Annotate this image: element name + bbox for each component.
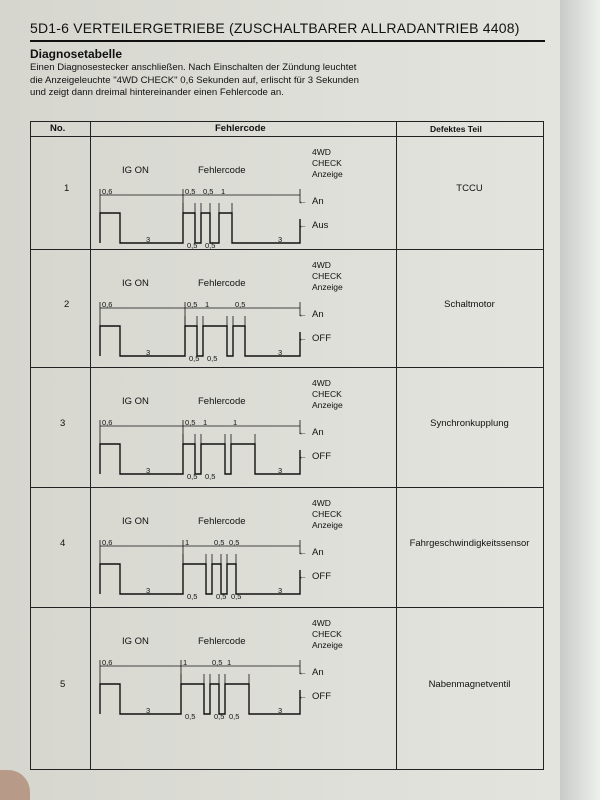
signal-timing-diagram bbox=[95, 286, 325, 396]
indicator-line-3: Anzeige bbox=[312, 400, 343, 410]
indicator-line-3: Anzeige bbox=[312, 640, 343, 650]
indicator-line-2: CHECK bbox=[312, 629, 342, 639]
pulse-on-time: 0,5 bbox=[229, 538, 240, 547]
ig-on-label: IG ON bbox=[122, 636, 149, 647]
signal-waveform bbox=[100, 564, 300, 594]
indicator-line-1: 4WD bbox=[312, 618, 331, 628]
ig-on-label: IG ON bbox=[122, 165, 149, 176]
time-first-on: 0,6 bbox=[102, 538, 113, 547]
pulse-on-time: 0,5 bbox=[187, 300, 198, 309]
fehlercode-label: Fehlercode bbox=[198, 636, 246, 647]
on-state-label: An bbox=[312, 427, 324, 438]
signal-waveform bbox=[100, 684, 300, 714]
indicator-line-2: CHECK bbox=[312, 509, 342, 519]
off-state-label: OFF bbox=[312, 691, 331, 702]
off-state-label: OFF bbox=[312, 333, 331, 344]
arrow-left-icon: ← bbox=[298, 451, 307, 461]
pulse-off-time: 0,5 bbox=[229, 712, 240, 721]
defective-part: TCCU bbox=[456, 183, 483, 194]
indicator-line-1: 4WD bbox=[312, 260, 331, 270]
time-end: 3 bbox=[278, 586, 283, 595]
pulse-off-time: 0,5 bbox=[189, 354, 200, 363]
time-end: 3 bbox=[278, 706, 283, 715]
pulse-off-time: 0,5 bbox=[207, 354, 218, 363]
header-rule bbox=[30, 40, 545, 42]
pulse-on-time: 1 bbox=[203, 418, 208, 427]
pulse-off-time: 0,5 bbox=[205, 241, 216, 250]
pulse-off-time: 0,5 bbox=[185, 712, 196, 721]
pulse-on-time: 1 bbox=[205, 300, 210, 309]
signal-waveform bbox=[100, 213, 300, 243]
defective-part: Fahrgeschwindigkeitssensor bbox=[409, 538, 530, 549]
arrow-left-icon: ← bbox=[298, 547, 307, 557]
time-first-on: 0,6 bbox=[102, 418, 113, 427]
fehlercode-label: Fehlercode bbox=[198, 165, 246, 176]
pulse-off-time: 0,5 bbox=[216, 592, 227, 601]
row-number: 2 bbox=[64, 299, 70, 310]
row-number: 3 bbox=[60, 418, 66, 429]
indicator-line-2: CHECK bbox=[312, 158, 342, 168]
indicator-line-3: Anzeige bbox=[312, 169, 343, 179]
time-end: 3 bbox=[278, 466, 283, 475]
col-header-defektes-teil: Defektes Teil bbox=[430, 124, 482, 134]
indicator-line-3: Anzeige bbox=[312, 282, 343, 292]
pulse-off-time: 0,5 bbox=[187, 592, 198, 601]
diagnosis-table bbox=[30, 121, 545, 771]
off-state-label: OFF bbox=[312, 451, 331, 462]
pulse-off-time: 0,5 bbox=[205, 472, 216, 481]
pulse-on-time: 1 bbox=[233, 418, 238, 427]
arrow-left-icon: ← bbox=[298, 333, 307, 343]
indicator-line-1: 4WD bbox=[312, 147, 331, 157]
on-state-label: An bbox=[312, 667, 324, 678]
arrow-left-icon: ← bbox=[298, 196, 307, 206]
indicator-line-3: Anzeige bbox=[312, 520, 343, 530]
pulse-off-time: 0,5 bbox=[214, 712, 225, 721]
signal-waveform bbox=[100, 326, 300, 356]
arrow-left-icon: ← bbox=[298, 667, 307, 677]
time-gap: 3 bbox=[146, 235, 151, 244]
defective-part: Nabenmagnetventil bbox=[428, 679, 511, 690]
indicator-line-1: 4WD bbox=[312, 378, 331, 388]
time-first-on: 0,6 bbox=[102, 300, 113, 309]
fehlercode-label: Fehlercode bbox=[198, 278, 246, 289]
section-title: Diagnosetabelle bbox=[30, 47, 123, 61]
signal-timing-diagram bbox=[95, 644, 325, 754]
col-header-no: No. bbox=[50, 123, 66, 134]
time-end: 3 bbox=[278, 348, 283, 357]
time-gap: 3 bbox=[146, 466, 151, 475]
on-state-label: An bbox=[312, 309, 324, 320]
time-gap: 3 bbox=[146, 586, 151, 595]
on-state-label: An bbox=[312, 196, 324, 207]
arrow-left-icon: ← bbox=[298, 220, 307, 230]
on-state-label: An bbox=[312, 547, 324, 558]
off-state-label: OFF bbox=[312, 571, 331, 582]
pulse-on-time: 0,5 bbox=[185, 187, 196, 196]
signal-waveform bbox=[100, 444, 300, 474]
pulse-on-time: 0,5 bbox=[212, 658, 223, 667]
pulse-on-time: 1 bbox=[185, 538, 190, 547]
pulse-on-time: 0,5 bbox=[185, 418, 196, 427]
defective-part: Synchronkupplung bbox=[430, 418, 509, 429]
pulse-on-time: 1 bbox=[227, 658, 232, 667]
time-gap: 3 bbox=[146, 348, 151, 357]
arrow-left-icon: ← bbox=[298, 691, 307, 701]
page-header: 5D1-6 VERTEILERGETRIEBE (ZUSCHALTBARER ALLRADANTRIEB 4408) bbox=[30, 20, 520, 36]
fehlercode-label: Fehlercode bbox=[198, 396, 246, 407]
next-page-edge bbox=[560, 0, 600, 800]
indicator-line-2: CHECK bbox=[312, 271, 342, 281]
fehlercode-label: Fehlercode bbox=[198, 516, 246, 527]
row-number: 1 bbox=[64, 183, 70, 194]
arrow-left-icon: ← bbox=[298, 571, 307, 581]
time-gap: 3 bbox=[146, 706, 151, 715]
row-number: 4 bbox=[60, 538, 66, 549]
pulse-on-time: 1 bbox=[221, 187, 226, 196]
signal-timing-diagram bbox=[95, 524, 325, 634]
pulse-on-time: 0,5 bbox=[235, 300, 246, 309]
arrow-left-icon: ← bbox=[298, 309, 307, 319]
defective-part: Schaltmotor bbox=[444, 299, 495, 310]
ig-on-label: IG ON bbox=[122, 516, 149, 527]
col-header-fehlercode: Fehlercode bbox=[215, 123, 266, 134]
pulse-off-time: 0,5 bbox=[187, 241, 198, 250]
row-number: 5 bbox=[60, 679, 66, 690]
pulse-off-time: 0,5 bbox=[231, 592, 242, 601]
arrow-left-icon: ← bbox=[298, 427, 307, 437]
pulse-on-time: 1 bbox=[183, 658, 188, 667]
pulse-on-time: 0,5 bbox=[214, 538, 225, 547]
signal-timing-diagram bbox=[95, 404, 325, 514]
ig-on-label: IG ON bbox=[122, 278, 149, 289]
intro-text: Einen Diagnosestecker anschließen. Nach Einschalten der Zündung leuchtet die Anzeigeleuchte "4WD CHECK" 0,6 Sekunden auf, erlischt für 3 Sekunden und zeigt dann dreimal hintereinander einen Fehlercode an. bbox=[30, 62, 359, 99]
time-end: 3 bbox=[278, 235, 283, 244]
ig-on-label: IG ON bbox=[122, 396, 149, 407]
indicator-line-1: 4WD bbox=[312, 498, 331, 508]
indicator-line-2: CHECK bbox=[312, 389, 342, 399]
time-first-on: 0,6 bbox=[102, 658, 113, 667]
off-state-label: Aus bbox=[312, 220, 329, 231]
time-first-on: 0,6 bbox=[102, 187, 113, 196]
pulse-on-time: 0,5 bbox=[203, 187, 214, 196]
pulse-off-time: 0,5 bbox=[187, 472, 198, 481]
